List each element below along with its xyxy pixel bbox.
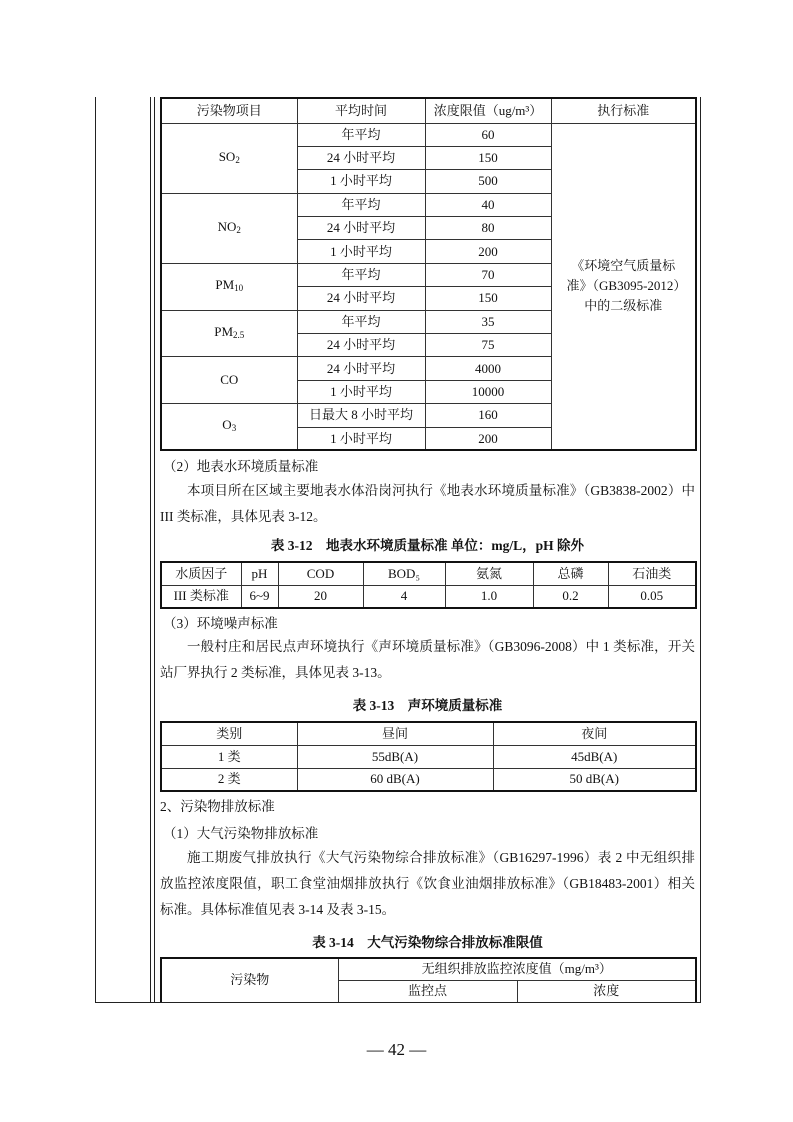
- header-cell: 无组织排放监控浓度值（mg/m³）: [338, 958, 696, 980]
- averaging-time-cell: 24 小时平均: [297, 146, 425, 169]
- standard-cell: 《环境空气质量标准》（GB3095-2012）中的二级标准: [551, 123, 696, 450]
- pollutant-name: PM: [214, 324, 234, 340]
- averaging-time-cell: 年平均: [297, 193, 425, 216]
- table-row: [161, 123, 696, 146]
- column-divider: [154, 97, 155, 1002]
- table-cell: 0.05: [608, 585, 696, 608]
- table-cell: 45dB(A): [493, 745, 696, 768]
- limit-value-cell: 80: [425, 217, 551, 240]
- limit-value-cell: 200: [425, 427, 551, 450]
- header-cell: 平均时间: [297, 98, 425, 123]
- pollutant-subscript: 3: [231, 423, 237, 434]
- pollutant-cell: [161, 404, 297, 451]
- limit-value-cell: 75: [425, 334, 551, 357]
- table-cell: 夜间: [493, 722, 696, 745]
- header-cell: 浓度: [517, 980, 696, 1002]
- table-cell: 4: [363, 585, 445, 608]
- limit-value-cell: 70: [425, 263, 551, 286]
- pollutant-subscript: 2: [236, 224, 241, 235]
- table-row: [161, 745, 696, 768]
- table-cell: 20: [278, 585, 363, 608]
- table-cell: 石油类: [608, 562, 696, 585]
- section-heading: （2）地表水环境质量标准: [163, 459, 319, 474]
- pollutant-cell: [161, 193, 297, 263]
- page-number: — 42 —: [366, 1040, 427, 1059]
- paragraph: 一般村庄和居民点声环境执行《声环境质量标准》（GB3096-2008）中 1 类标准，开关站厂界执行 2 类标准，具体见表 3-13。: [160, 639, 695, 680]
- limit-value-cell: 200: [425, 240, 551, 263]
- header-cell: 执行标准: [551, 98, 696, 123]
- pollutant-cell: [161, 123, 297, 193]
- averaging-time-cell: 年平均: [297, 310, 425, 333]
- limit-value-cell: 500: [425, 170, 551, 193]
- averaging-time-cell: 日最大 8 小时平均: [297, 404, 425, 427]
- averaging-time-cell: 1 小时平均: [297, 170, 425, 193]
- section-heading: （1）大气污染物排放标准: [163, 826, 319, 841]
- header-cell: 污染物: [161, 958, 338, 1002]
- pollutant-cell: [161, 263, 297, 310]
- emission-standard-table: [160, 957, 697, 1003]
- pollutant-name: CO: [220, 372, 239, 388]
- header-cell: 浓度限值（ug/m³）: [425, 98, 551, 123]
- limit-value-cell: 160: [425, 404, 551, 427]
- table-cell: 2 类: [161, 768, 297, 791]
- averaging-time-cell: 24 小时平均: [297, 334, 425, 357]
- table-cell: BOD₅: [363, 562, 445, 585]
- pollutant-name: NO: [217, 218, 237, 234]
- pollutant-name: PM: [215, 277, 235, 293]
- averaging-time-cell: 24 小时平均: [297, 217, 425, 240]
- table-row: [161, 722, 696, 745]
- pollutant-subscript: 10: [234, 283, 244, 294]
- water-quality-table: [160, 561, 697, 609]
- table-cell: III 类标准: [161, 585, 241, 608]
- table-cell: COD: [278, 562, 363, 585]
- section-heading: 2、污染物排放标准: [160, 799, 275, 814]
- limit-value-cell: 35: [425, 310, 551, 333]
- pollutant-cell: [161, 310, 297, 357]
- averaging-time-cell: 1 小时平均: [297, 240, 425, 263]
- table-cell: 0.2: [533, 585, 608, 608]
- table-cell: 水质因子: [161, 562, 241, 585]
- table-cell: pH: [241, 562, 278, 585]
- header-cell: 监控点: [338, 980, 517, 1002]
- table-cell: 昼间: [297, 722, 493, 745]
- table-cell: 60 dB(A): [297, 768, 493, 791]
- table-cell: 类别: [161, 722, 297, 745]
- pollutant-subscript: 2: [235, 154, 240, 165]
- limit-value-cell: 150: [425, 287, 551, 310]
- table-cell: 6~9: [241, 585, 278, 608]
- limit-value-cell: 60: [425, 123, 551, 146]
- averaging-time-cell: 年平均: [297, 263, 425, 286]
- table-cell: 55dB(A): [297, 745, 493, 768]
- paragraph: 本项目所在区域主要地表水体沿岗河执行《地表水环境质量标准》（GB3838-2002）中 III 类标准，具体见表 3-12。: [160, 483, 695, 524]
- section-heading: （3）环境噪声标准: [163, 616, 278, 631]
- pollutant-name: O: [222, 417, 232, 433]
- table-row: [161, 768, 696, 791]
- table-row: [161, 562, 696, 585]
- limit-value-cell: 40: [425, 193, 551, 216]
- header-cell: 污染物项目: [161, 98, 297, 123]
- table-cell: 氨氮: [445, 562, 533, 585]
- averaging-time-cell: 24 小时平均: [297, 357, 425, 380]
- pollutant-subscript: 2.5: [233, 330, 245, 341]
- table-cell: 总磷: [533, 562, 608, 585]
- table-caption: 表 3-13 声环境质量标准: [352, 698, 503, 713]
- limit-value-cell: 10000: [425, 380, 551, 403]
- limit-value-cell: 4000: [425, 357, 551, 380]
- limit-value-cell: 150: [425, 146, 551, 169]
- averaging-time-cell: 1 小时平均: [297, 427, 425, 450]
- table-caption: 表 3-12 地表水环境质量标准 单位：mg/L，pH 除外: [270, 538, 585, 553]
- table-row: [161, 585, 696, 608]
- table-caption: 表 3-14 大气污染物综合排放标准限值: [312, 935, 543, 950]
- averaging-time-cell: 1 小时平均: [297, 380, 425, 403]
- pollutant-cell: [161, 357, 297, 404]
- noise-standard-table: [160, 721, 697, 792]
- pollutant-name: SO: [218, 148, 236, 164]
- page-frame-bottom: [95, 1002, 701, 1003]
- table-cell: 1 类: [161, 745, 297, 768]
- paragraph: 施工期废气排放执行《大气污染物综合排放标准》（GB16297-1996）表 2 中无组织排放监控浓度限值，职工食堂油烟排放执行《饮食业油烟排放标准》（GB18483-2001）相关标准。具体标准值见表 3-14 及表 3-15。: [160, 850, 695, 917]
- column-divider: [150, 97, 151, 1002]
- table-cell: 1.0: [445, 585, 533, 608]
- averaging-time-cell: 24 小时平均: [297, 287, 425, 310]
- table-cell: 50 dB(A): [493, 768, 696, 791]
- averaging-time-cell: 年平均: [297, 123, 425, 146]
- air-quality-table: [160, 97, 697, 451]
